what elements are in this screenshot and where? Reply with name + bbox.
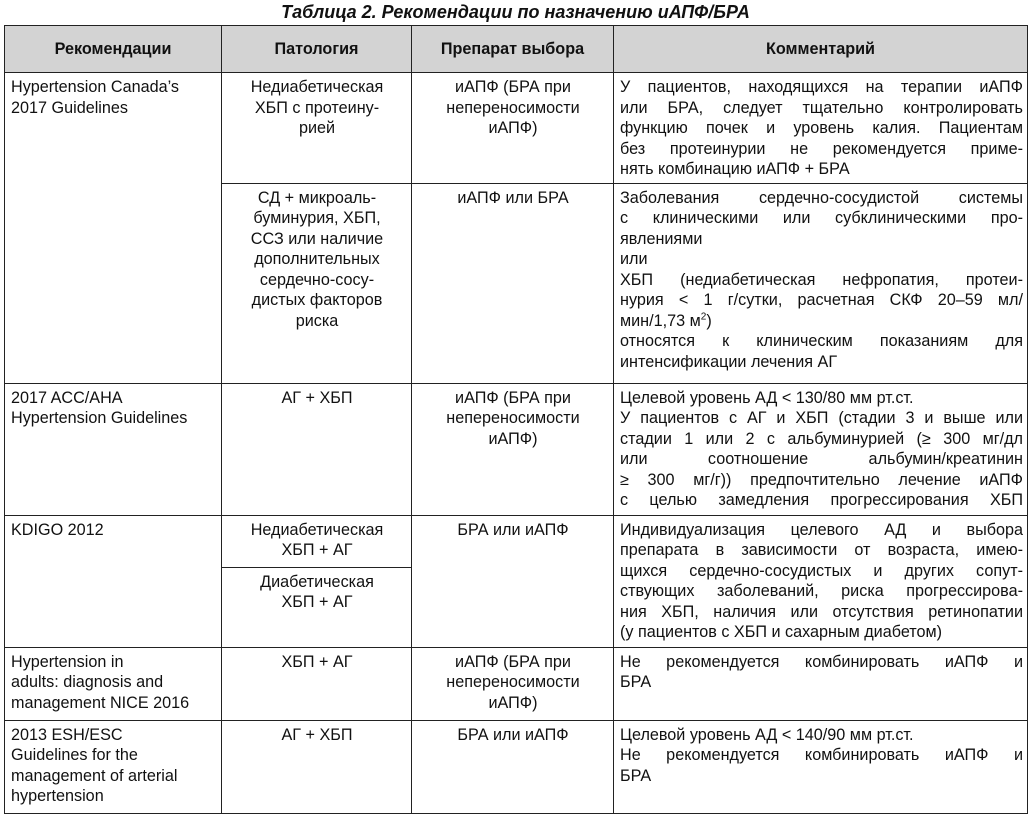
comment-cell: Индивидуализация целевого АД и выбора препарата в зависимости от возраста, имею- щихся сердечно-сосудистых и других сопут- ствующих заболеваний, риска прогрессирова- ния ХБП, наличия или отсутствия ретинопатии (у пациентов с ХБП и сахарным диабетом) — [614, 515, 1028, 647]
pathology-cell: Недиабетическая ХБП с протеину- рией — [222, 73, 412, 184]
comment-cell: Не рекомендуется комбинировать иАПФ и БРА — [614, 647, 1028, 720]
pathology-cell: ХБП + АГ — [222, 647, 412, 720]
pathology-cell: Недиабетическая ХБП + АГ — [222, 515, 412, 567]
recommendation-cell: 2017 ACC/AHA Hypertension Guidelines — [5, 383, 222, 515]
drug-cell: иАПФ (БРА при непереносимости иАПФ) — [412, 647, 614, 720]
drug-cell: иАПФ (БРА при непереносимости иАПФ) — [412, 383, 614, 515]
table-row — [5, 515, 1028, 567]
recommendations-table — [4, 25, 1028, 814]
pathology-cell: Диабетическая ХБП + АГ — [222, 567, 412, 647]
comment-cell: Целевой уровень АД < 140/90 мм рт.ст. Не рекомендуется комбинировать иАПФ и БРА — [614, 720, 1028, 813]
pathology-cell: АГ + ХБП — [222, 720, 412, 813]
table-caption: Таблица 2. Рекомендации по назначению иАПФ/БРА — [281, 2, 750, 22]
table-row — [5, 720, 1028, 813]
recommendation-cell: Hypertension Canada’s 2017 Guidelines — [5, 73, 222, 384]
header-comment: Комментарий — [614, 26, 1028, 73]
table-row — [5, 73, 1028, 184]
comment-cell: У пациентов, находящихся на терапии иАПФ или БРА, следует тщательно контролировать функцию почек и уровень калия. Пациентам без протеинурии не рекомендуется приме- нять комбинацию иАПФ + БРА — [614, 73, 1028, 184]
recommendation-cell: 2013 ESH/ESC Guidelines for the management of arterial hypertension — [5, 720, 222, 813]
header-row — [5, 26, 1028, 73]
comment-cell: Заболевания сердечно-сосудистой системы с клиническими или субклиническими про- явлениями или ХБП (недиабетическая нефропатия, протеи- нурия < 1 г/сутки, расчетная СКФ 20–59 мл/ мин/1,73 $м^2$) относятся к клиническим показаниям для интенсификации лечения АГ — [614, 183, 1028, 383]
table-row — [5, 383, 1028, 515]
table-row — [5, 647, 1028, 720]
drug-cell: иАПФ или БРА — [412, 183, 614, 383]
header-pathology: Патология — [222, 26, 412, 73]
header-recommendations: Рекомендации — [5, 26, 222, 73]
recommendation-cell: KDIGO 2012 — [5, 515, 222, 647]
drug-cell: БРА или иАПФ — [412, 720, 614, 813]
comment-cell: Целевой уровень АД < 130/80 мм рт.ст. У пациентов с АГ и ХБП (стадии 3 и выше или стадии 1 или 2 с альбуминурией (≥ 300 мг/дл или соотношение альбумин/креатинин ≥ 300 мг/г)) предпочтительно лечение иАПФ с целью замедления прогрессирования ХБП — [614, 383, 1028, 515]
pathology-cell: СД + микроаль- буминурия, ХБП, ССЗ или наличие дополнительных сердечно-сосу- дистых факторов риска — [222, 183, 412, 383]
drug-cell: иАПФ (БРА при непереносимости иАПФ) — [412, 73, 614, 184]
drug-cell: БРА или иАПФ — [412, 515, 614, 647]
recommendation-cell: Hypertension in adults: diagnosis and management NICE 2016 — [5, 647, 222, 720]
header-drug-of-choice: Препарат выбора — [412, 26, 614, 73]
pathology-cell: АГ + ХБП — [222, 383, 412, 515]
